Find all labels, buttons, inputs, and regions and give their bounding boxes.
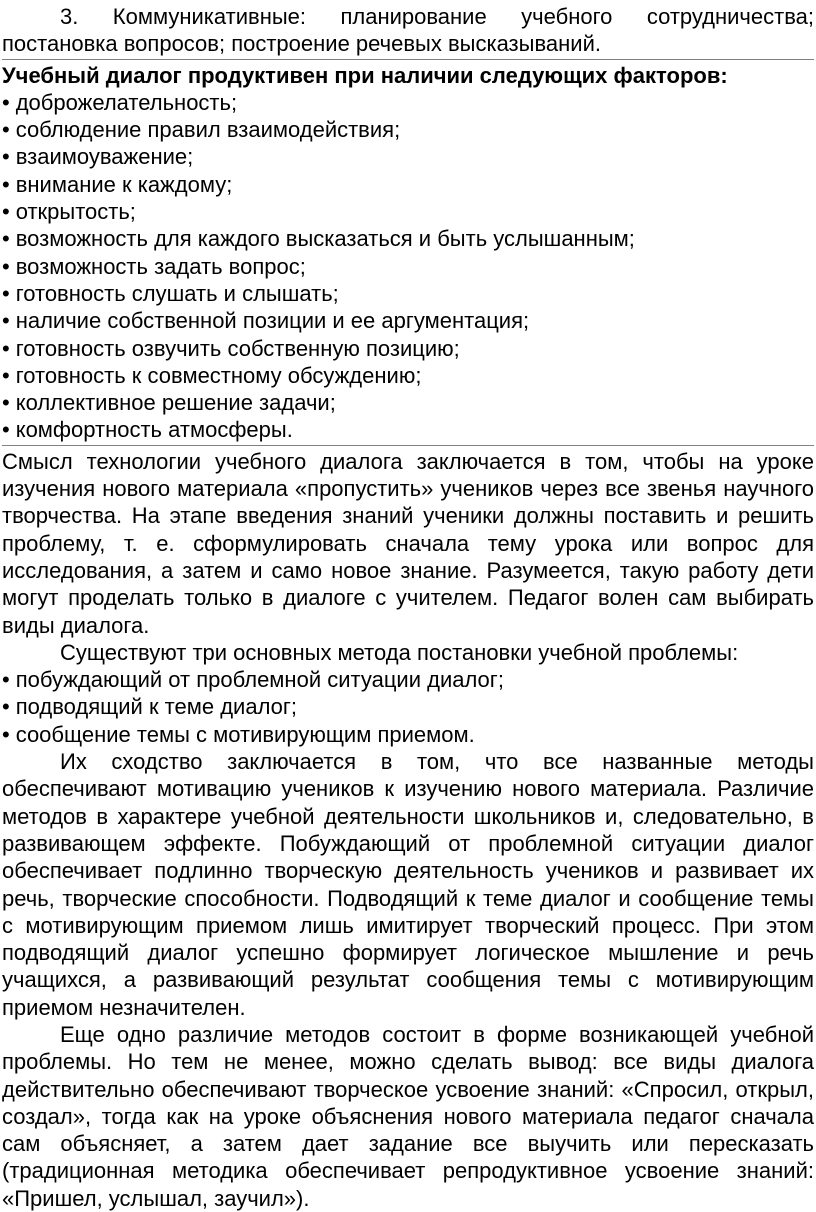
bullet-icon: • bbox=[2, 390, 10, 416]
bullet-icon: • bbox=[2, 117, 10, 143]
divider-bottom bbox=[2, 445, 814, 446]
bullet-icon: • bbox=[2, 335, 10, 361]
list-item: • подводящий к теме диалог; bbox=[2, 694, 298, 720]
bullet-icon: • bbox=[2, 89, 10, 115]
bullet-icon: • bbox=[2, 253, 10, 279]
list-item: • возможность задать вопрос; bbox=[2, 253, 306, 279]
bullet-icon: • bbox=[2, 144, 10, 170]
bullet-icon: • bbox=[2, 417, 10, 443]
list-item: • внимание к каждому; bbox=[2, 171, 233, 197]
list-item: • побуждающий от проблемной ситуации диалог; bbox=[2, 667, 504, 693]
body-paragraph-4: Еще одно различие методов состоит в форме возникающей учебной проблемы. Но тем не менее, можно сделать вывод: все виды диалога действительно обеспечивают творческое усвоение знаний: «Спросил, открыл, создал», тогда как на уроке объяснения нового материала педагог сначала сам объясняет, а затем дает задание все выучить или пересказать (традиционная методика обеспечивает репродуктивное усвоение знаний: «Пришел, услышал, заучил»). bbox=[2, 1021, 814, 1211]
list-item: • готовность озвучить собственную позицию; bbox=[2, 335, 460, 361]
list-item: • доброжелательность; bbox=[2, 89, 238, 115]
bullet-icon: • bbox=[2, 362, 10, 388]
list-item: • открытость; bbox=[2, 199, 136, 225]
intro-paragraph: 3. Коммуникативные: планирование учебного сотрудничества; постановка вопросов; построение речевых высказываний. bbox=[2, 4, 814, 57]
list-item: • готовность к совместному обсуждению; bbox=[2, 362, 422, 388]
body-paragraph-3: Их сходство заключается в том, что все названные методы обеспечивают мотивацию учеников к изучению нового материала. Различие методов в характере учебной деятельности школьников и, следовательно, в развивающем эффекте. Побуждающий от проблемной ситуации диалог обеспечивает подлинно творческую деятельность учеников и развивает их речь, творческие способности. Подводящий к теме диалог и сообщение темы с мотивирующим приемом лишь имитирует творческий процесс. При этом подводящий диалог успешно формирует логическое мышление и речь учащихся, а развивающий результат сообщения темы с мотивирующим приемом незначителен. bbox=[2, 749, 814, 1020]
bullet-icon: • bbox=[2, 199, 10, 225]
factors-section bbox=[2, 62, 814, 444]
bullet-icon: • bbox=[2, 694, 10, 720]
list-item: • комфортность атмосферы. bbox=[2, 417, 293, 443]
bullet-icon: • bbox=[2, 308, 10, 334]
factors-list bbox=[2, 89, 814, 444]
bullet-icon: • bbox=[2, 667, 10, 693]
factors-heading: Учебный диалог продуктивен при наличии следующих факторов: bbox=[2, 62, 728, 88]
list-item: • коллективное решение задачи; bbox=[2, 390, 336, 416]
document-page bbox=[2, 3, 814, 1212]
bullet-icon: • bbox=[2, 721, 10, 747]
list-item: • соблюдение правил взаимодействия; bbox=[2, 117, 401, 143]
list-item: • наличие собственной позиции и ее аргументация; bbox=[2, 308, 530, 334]
body-paragraph-2: Существуют три основных метода постановки учебной проблемы: bbox=[60, 639, 739, 665]
methods-list bbox=[2, 666, 814, 748]
list-item: • готовность слушать и слышать; bbox=[2, 280, 339, 306]
divider-top bbox=[2, 59, 814, 60]
list-item: • сообщение темы с мотивирующим приемом. bbox=[2, 721, 475, 747]
list-item: • взаимоуважение; bbox=[2, 144, 194, 170]
bullet-icon: • bbox=[2, 226, 10, 252]
body-paragraph-1: Смысл технологии учебного диалога заключается в том, чтобы на уроке изучения нового материала «пропустить» учеников через все звенья научного творчества. На этапе введения знаний ученики должны поставить и решить проблему, т. е. сформулировать сначала тему урока или вопрос для исследования, а затем и само новое знание. Разумеется, такую работу дети могут проделать только в диалоге с учителем. Педагог волен сам выбирать виды диалога. bbox=[2, 448, 814, 638]
bullet-icon: • bbox=[2, 280, 10, 306]
bullet-icon: • bbox=[2, 171, 10, 197]
list-item: • возможность для каждого высказаться и быть услышанным; bbox=[2, 226, 635, 252]
